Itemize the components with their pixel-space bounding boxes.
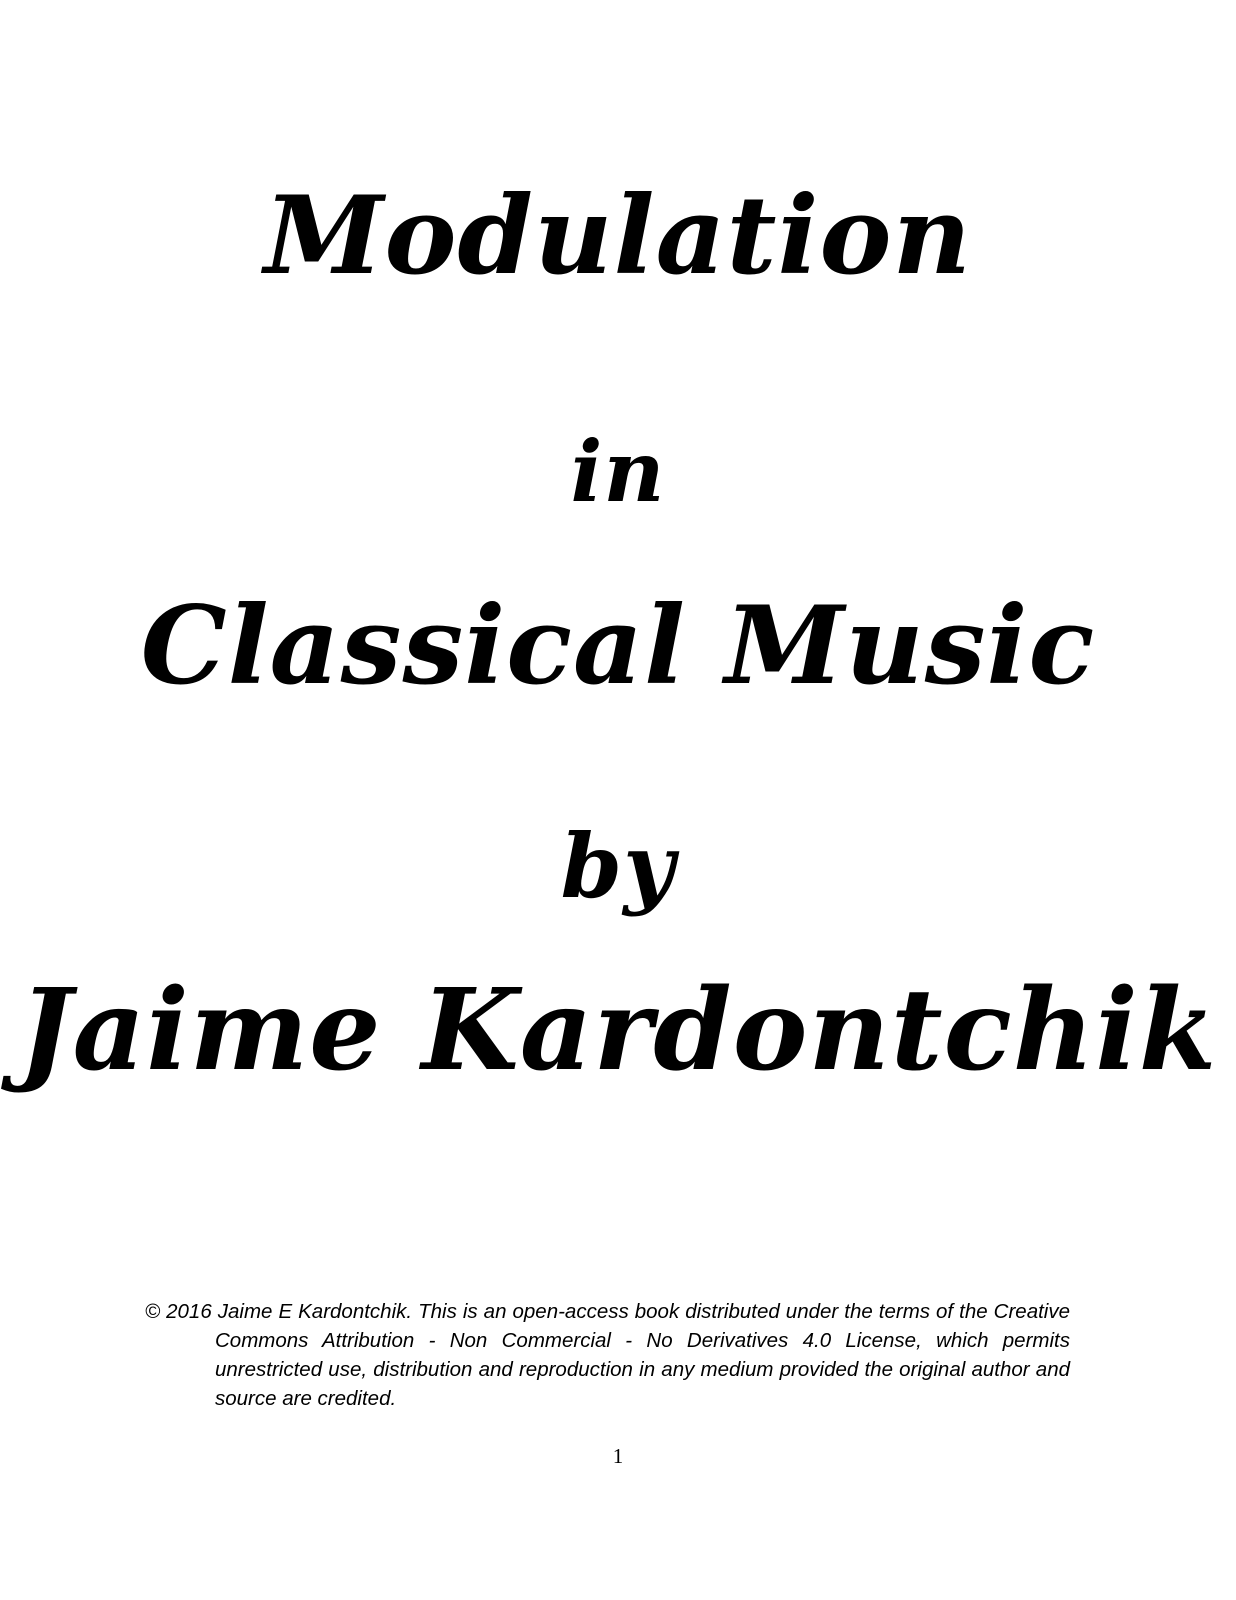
title-line-in: in: [570, 422, 666, 521]
title-line-by: by: [560, 814, 676, 918]
copyright-notice: © 2016 Jaime E Kardontchik. This is an open-access book distributed under the terms of the Creative Commons Attribution - Non Commercial - No Derivatives 4.0 License, which permits unrestricted use, distribution and reproduction in any medium provided the original author and source are credited.: [145, 1300, 1070, 1410]
author-name: Jaime Kardontchik: [18, 965, 1218, 1096]
page-number: 1: [612, 1444, 624, 1468]
title-line-modulation: Modulation: [263, 173, 973, 299]
title-line-classical-music: Classical Music: [140, 583, 1096, 709]
